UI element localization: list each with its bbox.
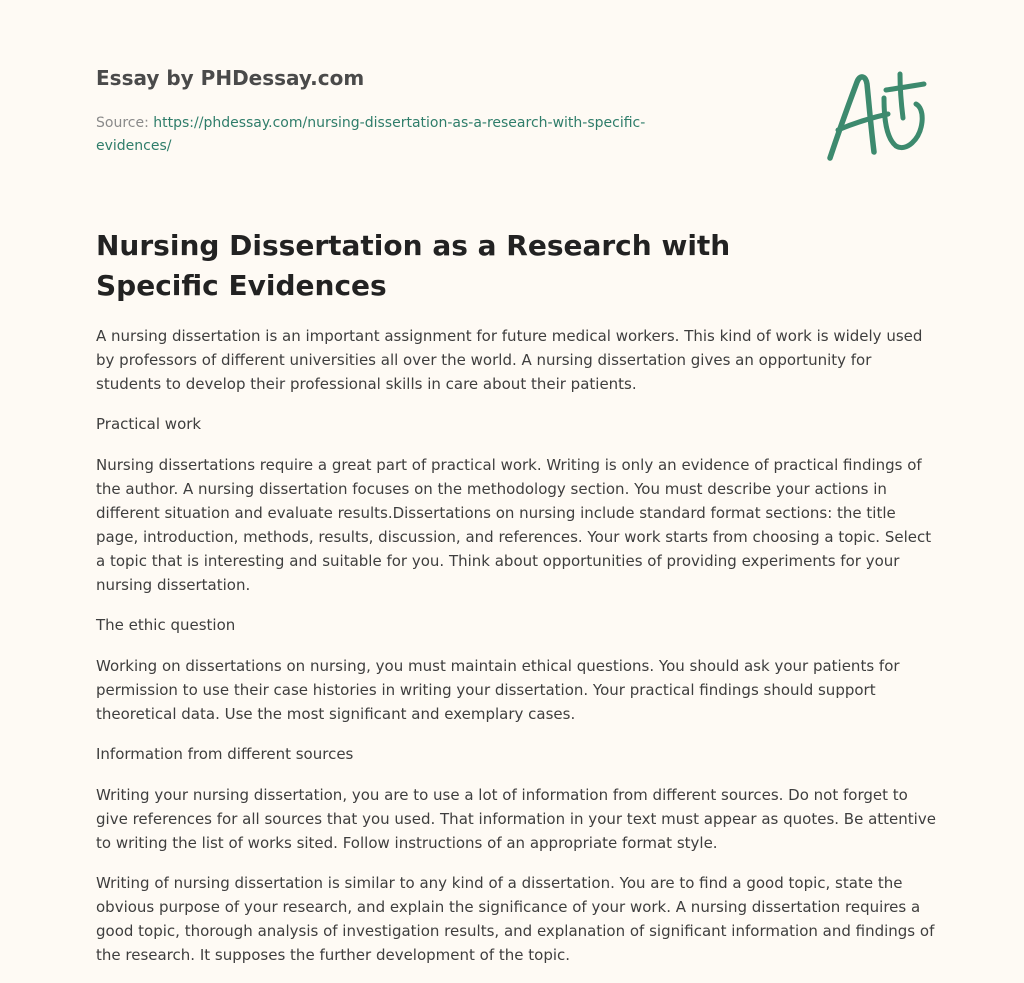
section-heading-ethic-question: The ethic question [96, 616, 236, 634]
section-heading-information-sources: Information from different sources [96, 745, 354, 763]
practical-work-paragraph: Nursing dissertations require a great part of practical work. Writing is only an evidence of practical findings of the author. A nursing dissertation focuses on the methodology section. You must describe your actions in different situation and evaluate results.Dissertations on nursing include standard format sections: the title page, introduction, methods, results, discussion, and references. Your work starts from choosing a topic. Select a topic that is interesting and suitable for you. Think about opportunities of providing experiments for your nursing dissertation. [96, 456, 932, 594]
information-sources-paragraph: Writing your nursing dissertation, you are to use a lot of information from different sources. Do not forget to give references for all sources that you used. That information in your text must appear as quotes. Be attentive to writing the list of works sited. Follow instructions of an appropriate format style. [96, 786, 936, 852]
intro-paragraph: A nursing dissertation is an important assignment for future medical workers. This kind of work is widely used by professors of different universities all over the world. A nursing dissertation gives an opportunity for students to develop their professional skills in care about their patients. [96, 327, 923, 393]
source-line [96, 112, 716, 158]
ethic-question-paragraph: Working on dissertations on nursing, you must maintain ethical questions. You should ask your patients for permission to use their case histories in writing your dissertation. Your practical findings should support theoretical data. Use the most significant and exemplary cases. [96, 657, 900, 723]
essay-title: Nursing Dissertation as a Research with Specific Evidences [96, 229, 731, 302]
source-link[interactable]: https://phdessay.com/nursing-dissertation-as-a-research-with-specific-evidences/ [96, 115, 646, 154]
source-label: Source: [96, 115, 154, 131]
site-brand: Essay by PHDessay.com [96, 66, 365, 90]
essay-body [96, 324, 936, 983]
page-header [96, 0, 928, 190]
section-heading-practical-work: Practical work [96, 415, 202, 433]
a-plus-icon [824, 68, 928, 164]
conclusion-paragraph: Writing of nursing dissertation is similar to any kind of a dissertation. You are to find a good topic, state the obvious purpose of your research, and explain the significance of your work. A nursing dissertation requires a good topic, thorough analysis of investigation results, and explanation of significant information and findings of the research. It supposes the further development of the topic. [96, 874, 935, 964]
